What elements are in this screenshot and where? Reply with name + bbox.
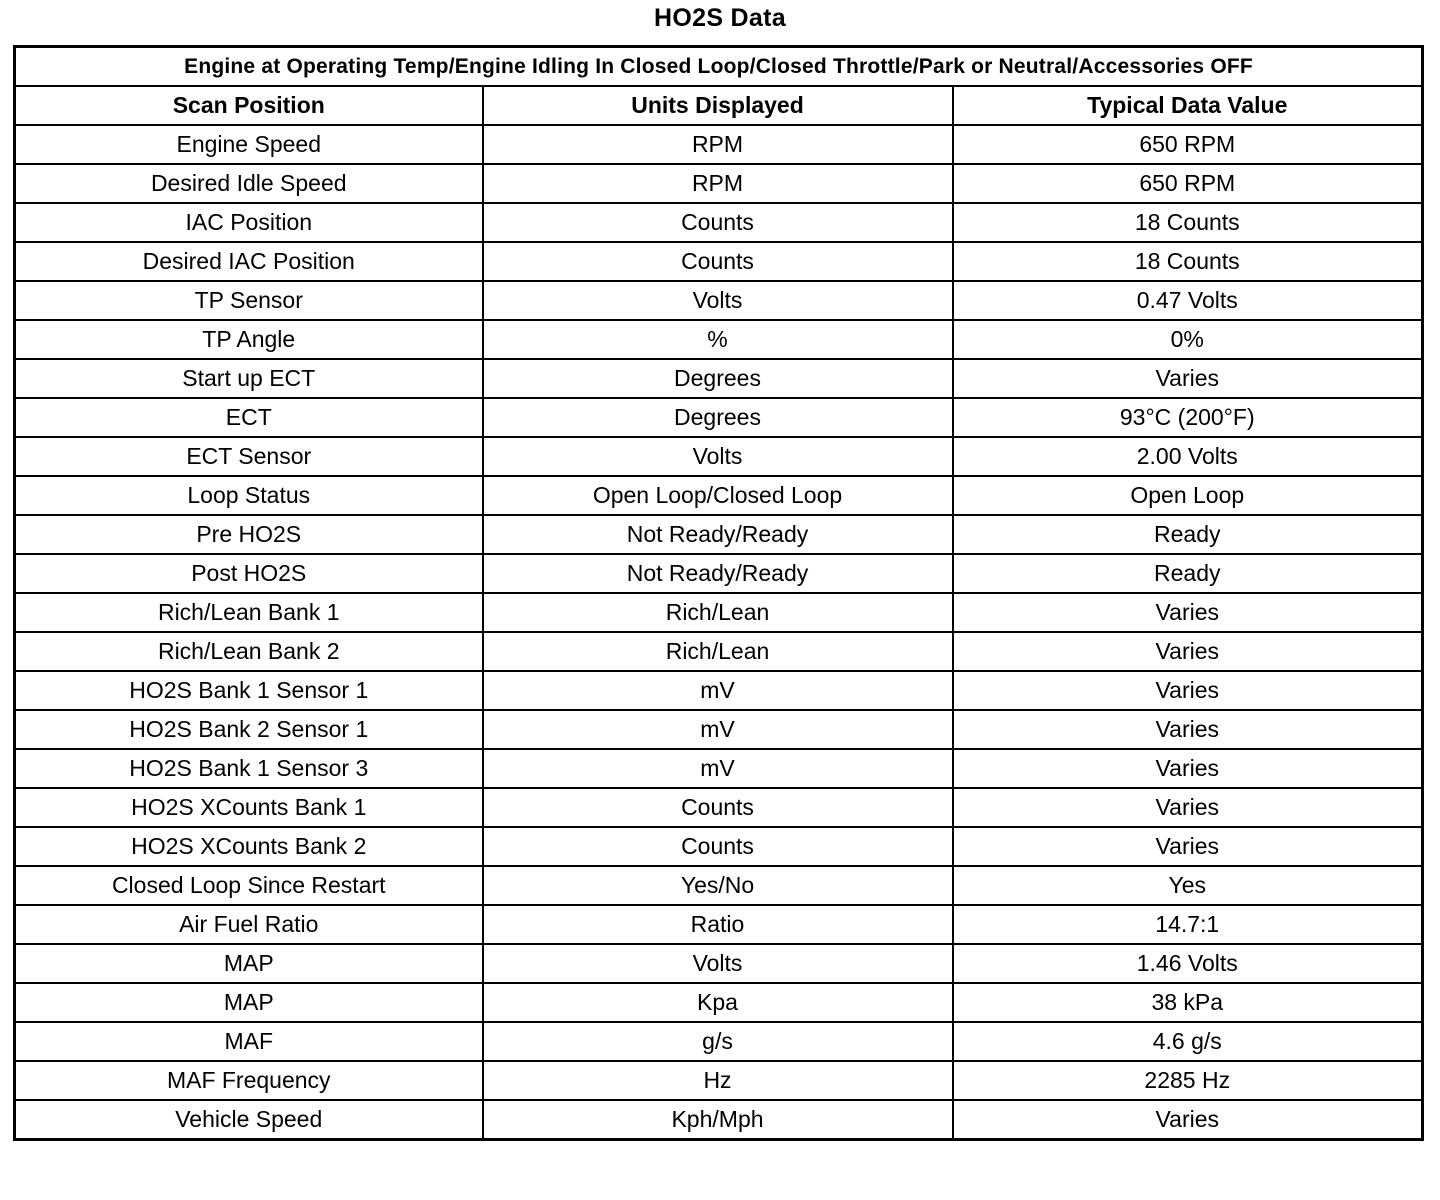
cell-typical-data-value: Varies bbox=[953, 632, 1423, 671]
cell-scan-position: HO2S Bank 2 Sensor 1 bbox=[15, 710, 483, 749]
table-row bbox=[15, 671, 1423, 710]
cell-scan-position: TP Angle bbox=[15, 320, 483, 359]
cell-units-displayed: Counts bbox=[483, 788, 953, 827]
cell-typical-data-value: Varies bbox=[953, 749, 1423, 788]
cell-typical-data-value: Open Loop bbox=[953, 476, 1423, 515]
table-row bbox=[15, 476, 1423, 515]
table-row bbox=[15, 749, 1423, 788]
cell-units-displayed: mV bbox=[483, 749, 953, 788]
cell-units-displayed: Degrees bbox=[483, 398, 953, 437]
table-row bbox=[15, 320, 1423, 359]
cell-typical-data-value: Yes bbox=[953, 866, 1423, 905]
table-row bbox=[15, 593, 1423, 632]
cell-scan-position: HO2S XCounts Bank 1 bbox=[15, 788, 483, 827]
cell-scan-position: ECT Sensor bbox=[15, 437, 483, 476]
cell-scan-position: MAP bbox=[15, 944, 483, 983]
table-row bbox=[15, 437, 1423, 476]
table-row bbox=[15, 281, 1423, 320]
table-row bbox=[15, 242, 1423, 281]
table-row bbox=[15, 983, 1423, 1022]
cell-typical-data-value: 93°C (200°F) bbox=[953, 398, 1423, 437]
cell-scan-position: Rich/Lean Bank 1 bbox=[15, 593, 483, 632]
cell-units-displayed: mV bbox=[483, 671, 953, 710]
cell-scan-position: Closed Loop Since Restart bbox=[15, 866, 483, 905]
condition-row bbox=[15, 47, 1423, 87]
cell-scan-position: HO2S Bank 1 Sensor 3 bbox=[15, 749, 483, 788]
table-row bbox=[15, 398, 1423, 437]
cell-scan-position: MAP bbox=[15, 983, 483, 1022]
table-row bbox=[15, 944, 1423, 983]
cell-units-displayed: Not Ready/Ready bbox=[483, 515, 953, 554]
table-row bbox=[15, 710, 1423, 749]
table-row bbox=[15, 866, 1423, 905]
cell-units-displayed: Not Ready/Ready bbox=[483, 554, 953, 593]
cell-units-displayed: RPM bbox=[483, 125, 953, 164]
cell-scan-position: Desired IAC Position bbox=[15, 242, 483, 281]
cell-typical-data-value: 4.6 g/s bbox=[953, 1022, 1423, 1061]
cell-typical-data-value: 18 Counts bbox=[953, 203, 1423, 242]
cell-units-displayed: % bbox=[483, 320, 953, 359]
table-row bbox=[15, 203, 1423, 242]
cell-scan-position: TP Sensor bbox=[15, 281, 483, 320]
cell-typical-data-value: Varies bbox=[953, 710, 1423, 749]
cell-units-displayed: Volts bbox=[483, 944, 953, 983]
condition-header: Engine at Operating Temp/Engine Idling In Closed Loop/Closed Throttle/Park or Neutral/Accessories OFF bbox=[15, 47, 1423, 87]
cell-units-displayed: Counts bbox=[483, 203, 953, 242]
cell-units-displayed: g/s bbox=[483, 1022, 953, 1061]
cell-scan-position: Rich/Lean Bank 2 bbox=[15, 632, 483, 671]
cell-typical-data-value: Ready bbox=[953, 515, 1423, 554]
cell-units-displayed: Yes/No bbox=[483, 866, 953, 905]
table-row bbox=[15, 827, 1423, 866]
cell-typical-data-value: 2.00 Volts bbox=[953, 437, 1423, 476]
column-header-units-displayed: Units Displayed bbox=[483, 86, 953, 125]
cell-typical-data-value: 650 RPM bbox=[953, 125, 1423, 164]
cell-typical-data-value: Varies bbox=[953, 1100, 1423, 1140]
cell-scan-position: HO2S XCounts Bank 2 bbox=[15, 827, 483, 866]
cell-units-displayed: Ratio bbox=[483, 905, 953, 944]
cell-units-displayed: RPM bbox=[483, 164, 953, 203]
cell-units-displayed: Rich/Lean bbox=[483, 593, 953, 632]
cell-typical-data-value: 0% bbox=[953, 320, 1423, 359]
cell-typical-data-value: Varies bbox=[953, 359, 1423, 398]
cell-scan-position: Desired Idle Speed bbox=[15, 164, 483, 203]
table-row bbox=[15, 164, 1423, 203]
column-header-row bbox=[15, 86, 1423, 125]
column-header-scan-position: Scan Position bbox=[15, 86, 483, 125]
table-row bbox=[15, 788, 1423, 827]
cell-typical-data-value: 38 kPa bbox=[953, 983, 1423, 1022]
cell-typical-data-value: Varies bbox=[953, 788, 1423, 827]
table-row bbox=[15, 554, 1423, 593]
cell-scan-position: ECT bbox=[15, 398, 483, 437]
cell-typical-data-value: 650 RPM bbox=[953, 164, 1423, 203]
table-row bbox=[15, 1061, 1423, 1100]
cell-typical-data-value: 0.47 Volts bbox=[953, 281, 1423, 320]
cell-scan-position: MAF Frequency bbox=[15, 1061, 483, 1100]
cell-units-displayed: Volts bbox=[483, 281, 953, 320]
cell-units-displayed: Rich/Lean bbox=[483, 632, 953, 671]
cell-scan-position: Pre HO2S bbox=[15, 515, 483, 554]
cell-typical-data-value: 2285 Hz bbox=[953, 1061, 1423, 1100]
cell-typical-data-value: Varies bbox=[953, 827, 1423, 866]
cell-typical-data-value: 14.7:1 bbox=[953, 905, 1423, 944]
cell-units-displayed: Degrees bbox=[483, 359, 953, 398]
cell-units-displayed: Volts bbox=[483, 437, 953, 476]
ho2s-data-table bbox=[13, 45, 1424, 1141]
table-row bbox=[15, 1100, 1423, 1140]
cell-typical-data-value: Ready bbox=[953, 554, 1423, 593]
cell-units-displayed: Kpa bbox=[483, 983, 953, 1022]
cell-units-displayed: Counts bbox=[483, 827, 953, 866]
table-row bbox=[15, 1022, 1423, 1061]
cell-units-displayed: Counts bbox=[483, 242, 953, 281]
table-row bbox=[15, 632, 1423, 671]
table-body bbox=[15, 125, 1423, 1140]
table-row bbox=[15, 905, 1423, 944]
cell-scan-position: Air Fuel Ratio bbox=[15, 905, 483, 944]
page-title: HO2S Data bbox=[654, 4, 786, 32]
table-row bbox=[15, 515, 1423, 554]
table-row bbox=[15, 125, 1423, 164]
cell-scan-position: Start up ECT bbox=[15, 359, 483, 398]
cell-scan-position: HO2S Bank 1 Sensor 1 bbox=[15, 671, 483, 710]
cell-typical-data-value: 1.46 Volts bbox=[953, 944, 1423, 983]
cell-scan-position: Loop Status bbox=[15, 476, 483, 515]
cell-typical-data-value: Varies bbox=[953, 593, 1423, 632]
cell-units-displayed: Hz bbox=[483, 1061, 953, 1100]
cell-typical-data-value: 18 Counts bbox=[953, 242, 1423, 281]
cell-units-displayed: Open Loop/Closed Loop bbox=[483, 476, 953, 515]
cell-typical-data-value: Varies bbox=[953, 671, 1423, 710]
cell-units-displayed: Kph/Mph bbox=[483, 1100, 953, 1140]
cell-scan-position: MAF bbox=[15, 1022, 483, 1061]
column-header-typical-data-value: Typical Data Value bbox=[953, 86, 1423, 125]
cell-units-displayed: mV bbox=[483, 710, 953, 749]
table-row bbox=[15, 359, 1423, 398]
cell-scan-position: Engine Speed bbox=[15, 125, 483, 164]
cell-scan-position: Post HO2S bbox=[15, 554, 483, 593]
cell-scan-position: Vehicle Speed bbox=[15, 1100, 483, 1140]
cell-scan-position: IAC Position bbox=[15, 203, 483, 242]
